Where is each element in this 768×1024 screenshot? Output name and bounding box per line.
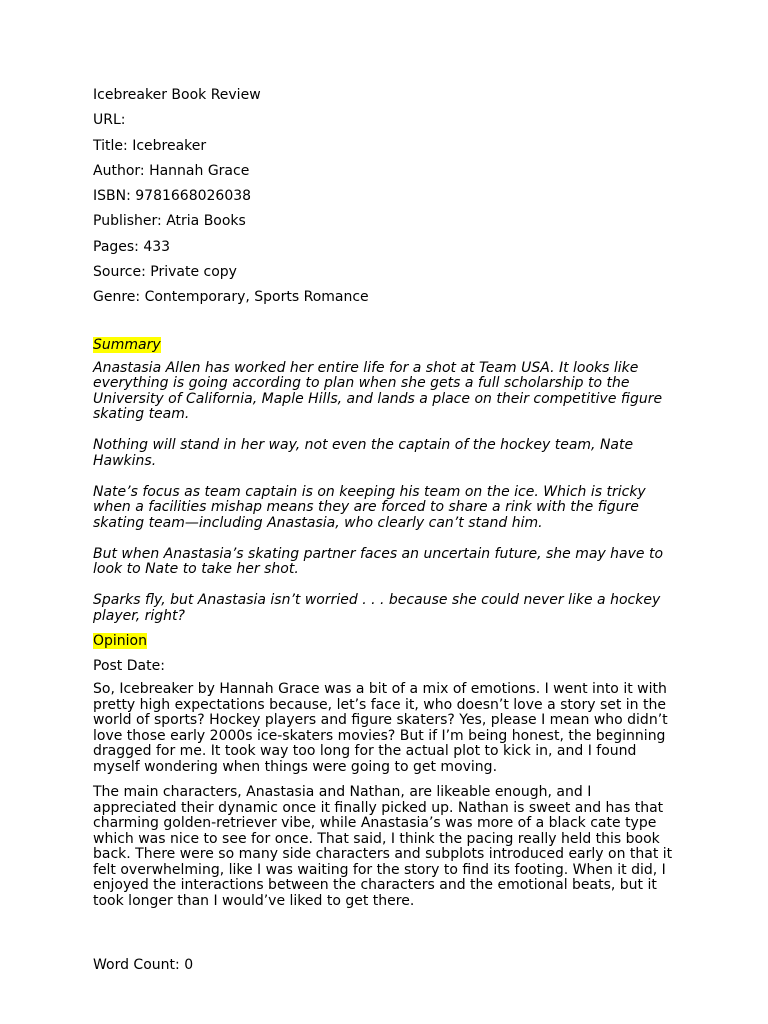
opinion-heading	[93, 632, 678, 651]
post-date-label: Post Date:	[93, 658, 165, 675]
meta-label: URL:	[93, 112, 126, 129]
summary-paragraph: Anastasia Allen has worked her entire life for a shot at Team USA. It looks like everything is going according to plan when she gets a full scholarship to the University of California, Maple Hills, and lands a place on their competitive figure skating team.	[93, 359, 663, 423]
word-count	[93, 956, 193, 975]
meta-value: Hannah Grace	[149, 162, 250, 179]
meta-label: Source:	[93, 264, 146, 281]
summary-paragraph: Nothing will stand in her way, not even the captain of the hockey team, Nate Hawkins.	[93, 437, 634, 469]
opinion-paragraph: The main characters, Anastasia and Nathan, are likeable enough, and I appreciated their dynamic once it finally picked up. Nathan is sweet and has that charming golden-retriever vibe, while Anastasia’s was more of a black cate type which was nice to see for once. That said, I think the pacing really held this book back. There were so many side characters and subplots introduced early on that it felt overwhelming, like I was waiting for the story to find its footing. When it did, I enjoyed the interactions between the characters and the emotional beats, but it took longer than I would’ve liked to get there.	[93, 784, 673, 909]
meta-value: Private copy	[150, 264, 237, 281]
meta-genre	[93, 288, 678, 307]
word-count-label: Word Count:	[93, 957, 180, 973]
meta-isbn	[93, 187, 678, 206]
meta-label: Title:	[93, 137, 128, 154]
meta-label: ISBN:	[93, 188, 131, 205]
meta-title	[93, 137, 678, 156]
word-count-value: 0	[184, 957, 194, 973]
meta-value: Icebreaker	[132, 137, 207, 154]
post-date	[93, 657, 678, 676]
summary-heading	[93, 336, 678, 355]
meta-value: Atria Books	[166, 213, 246, 230]
meta-label: Publisher:	[93, 213, 162, 230]
meta-value: 433	[143, 238, 171, 255]
summary-paragraph: Nate’s focus as team captain is on keeping his team on the ice. Which is tricky when a facilities mishap means they are forced to share a rink with the figure skating team—including Anastasia, who clearly can’t stand him.	[93, 483, 646, 531]
meta-label: Author:	[93, 162, 145, 179]
document-title: Icebreaker Book Review	[93, 87, 261, 103]
section-spacer	[93, 314, 678, 336]
meta-label: Genre:	[93, 289, 141, 306]
summary-paragraph: Sparks fly, but Anastasia isn’t worried . . . because she could never like a hockey player, right?	[93, 592, 661, 624]
summary-section	[93, 361, 678, 625]
meta-source	[93, 263, 678, 282]
meta-url	[93, 111, 678, 130]
opinion-heading-text: Opinion	[93, 633, 147, 650]
meta-author	[93, 162, 678, 181]
meta-pages	[93, 238, 678, 257]
meta-value: Contemporary, Sports Romance	[144, 289, 369, 306]
opinion-paragraph: So, Icebreaker by Hannah Grace was a bit of a mix of emotions. I went into it with pretty high expectations because, let’s face it, who doesn’t love a story set in the world of sports? Hockey players and figure skaters? Yes, please I mean who didn’t love those early 2000s ice-skaters movies? But if I’m being honest, the beginning dragged for me. It took way too long for the actual plot to kick in, and I found myself wondering when things were going to get moving.	[93, 681, 668, 775]
summary-heading-text: Summary	[93, 336, 161, 353]
meta-value: 9781668026038	[135, 188, 252, 205]
meta-label: Pages:	[93, 238, 139, 255]
opinion-section	[93, 682, 678, 909]
document-body	[93, 86, 678, 919]
summary-paragraph: But when Anastasia’s skating partner faces an uncertain future, she may have to look to Nate to take her shot.	[93, 545, 664, 578]
meta-publisher	[93, 212, 678, 231]
